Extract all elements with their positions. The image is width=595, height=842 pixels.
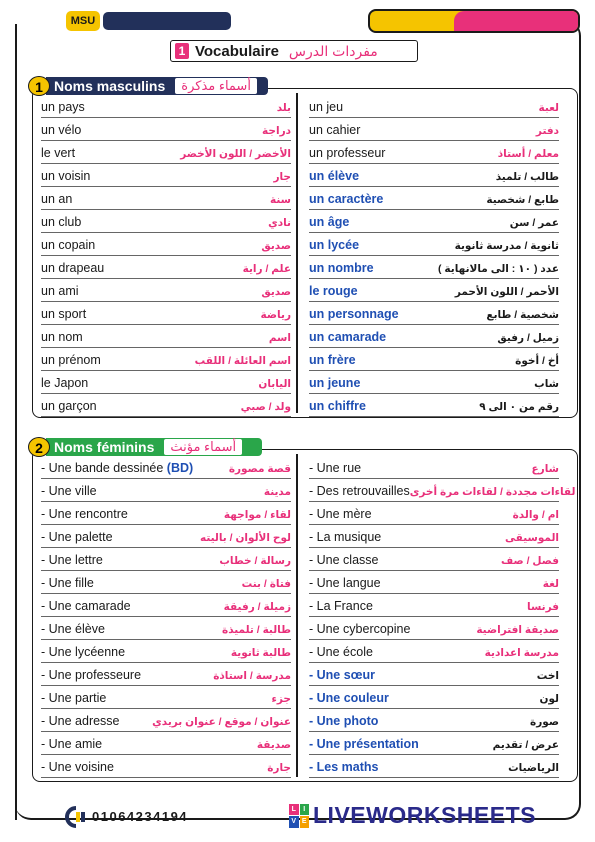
- vocab-french-text: - La musique: [309, 530, 382, 544]
- vocab-arabic: طابع / شخصية: [486, 194, 559, 206]
- vocab-arabic: لوح الألوان / باليته: [199, 532, 291, 544]
- vocab-french-text: - Une classe: [309, 553, 379, 567]
- vocab-row: [309, 164, 559, 187]
- vocab-row: [309, 732, 559, 755]
- vocab-french-text: un vélo: [41, 123, 82, 137]
- vocab-french: [41, 484, 97, 498]
- vocab-row: [41, 371, 291, 394]
- vocab-french-text: - Une voisine: [41, 760, 114, 774]
- vocab-french: [309, 353, 356, 367]
- vocab-arabic: معلم / أستاذ: [497, 148, 559, 160]
- vocab-arabic: جار: [273, 171, 291, 183]
- vocab-french-text: le vert: [41, 146, 76, 160]
- vocab-french: [309, 760, 378, 774]
- vocab-row: [309, 325, 559, 348]
- liveworksheets-wordmark: LIVEWORKSHEETS: [313, 802, 536, 828]
- vocab-french: [41, 146, 75, 160]
- vocab-arabic: الأخضر / اللون الأخضر: [180, 148, 291, 160]
- section-title-ar: أسماء مؤنث: [164, 439, 242, 455]
- section-header-masculine: [28, 76, 268, 96]
- vocab-french: [309, 307, 399, 321]
- vocab-row: [41, 709, 291, 732]
- vocab-french-text: - Une présentation: [309, 737, 419, 751]
- vocab-french-text: - Les maths: [309, 760, 379, 774]
- vocab-french: [309, 484, 410, 498]
- vocab-row: [41, 525, 291, 548]
- vocab-row: [41, 118, 291, 141]
- badge-letter: L: [289, 804, 299, 816]
- title-fr: Vocabulaire: [195, 42, 279, 60]
- vocab-arabic: صديقة افتراضية: [476, 624, 559, 636]
- vocab-french: [41, 284, 79, 298]
- vocab-french-text: un ami: [41, 284, 79, 298]
- vocab-row: [309, 348, 559, 371]
- vocab-row: [41, 686, 291, 709]
- vocab-arabic: جزء: [271, 693, 291, 705]
- vocab-row: [41, 640, 291, 663]
- vocab-french: [41, 461, 193, 475]
- vocab-row: [309, 686, 559, 709]
- vocab-french-text: - Une rue: [309, 461, 362, 475]
- vocab-french-text: un cahier: [309, 123, 361, 137]
- vocab-french: [41, 330, 83, 344]
- vocab-french-text: - Une amie: [41, 737, 103, 751]
- vocab-french: [41, 507, 128, 521]
- vocab-french: [309, 284, 358, 298]
- vocab-french-text: un chiffre: [309, 399, 366, 413]
- vocab-french: [309, 530, 381, 544]
- vocab-arabic: اخت: [536, 670, 559, 682]
- vocab-arabic: ام / والدة: [512, 509, 559, 521]
- vocab-french: [309, 461, 361, 475]
- vocab-row: [309, 456, 559, 479]
- vocab-french: [41, 691, 106, 705]
- vocab-french-text: - Une lettre: [41, 553, 103, 567]
- vocab-arabic: صديق: [261, 240, 291, 252]
- vocab-french-text: - Une lycéenne: [41, 645, 126, 659]
- vocab-arabic: لقاء / مواجهة: [223, 509, 291, 521]
- vocab-french: [41, 714, 120, 728]
- vocab-row: [41, 164, 291, 187]
- vocab-french: [309, 215, 349, 229]
- vocab-arabic: زميلة / رفيقة: [223, 601, 291, 613]
- vocab-french: [41, 399, 97, 413]
- vocab-arabic: لقاءات مجددة / لقاءات مرة أخرى: [409, 486, 576, 498]
- vocab-arabic: رسالة / خطاب: [219, 555, 291, 567]
- vocab-arabic: عدد ( ١٠ : الى مالانهاية ): [437, 263, 559, 275]
- vocab-french: [309, 599, 373, 613]
- vocab-arabic: رقم من ٠ الى ٩: [479, 401, 559, 413]
- vocab-french-text: un copain: [41, 238, 96, 252]
- vocab-french: [41, 261, 104, 275]
- vocab-arabic: رياضة: [260, 309, 291, 321]
- vocab-row: [41, 548, 291, 571]
- vocab-french: [41, 553, 103, 567]
- vocab-row: [309, 394, 559, 417]
- vocab-arabic: ولد / صبي: [240, 401, 291, 413]
- vocab-french-text: un prénom: [41, 353, 101, 367]
- vocab-french: [41, 737, 102, 751]
- vocab-french-text: un club: [41, 215, 82, 229]
- vocab-row: [41, 755, 291, 778]
- vocab-french-text: un professeur: [309, 146, 386, 160]
- vocab-arabic: اسم: [268, 332, 291, 344]
- vocab-french: [309, 100, 343, 114]
- section-title-fr: Noms masculins: [54, 78, 166, 94]
- vocab-row: [309, 256, 559, 279]
- vocab-french-text: - Une langue: [309, 576, 381, 590]
- vocab-row: [309, 279, 559, 302]
- vocab-french-text: - Une mère: [309, 507, 372, 521]
- vocab-french-text: un jeu: [309, 100, 344, 114]
- vocab-french-text: un pays: [41, 100, 85, 114]
- vocab-french-text: - Une adresse: [41, 714, 120, 728]
- vocab-french-text: - Une professeure: [41, 668, 142, 682]
- vocab-abbreviation: (BD): [166, 461, 194, 475]
- vocab-row: [309, 233, 559, 256]
- vocab-french-text: un sport: [41, 307, 87, 321]
- vocab-french: [309, 668, 375, 682]
- vocab-arabic: فرنسا: [527, 601, 559, 613]
- vocab-row: [309, 118, 559, 141]
- vocab-row: [309, 571, 559, 594]
- phone-number: 01064234194: [92, 809, 189, 824]
- vocab-french-text: un garçon: [41, 399, 97, 413]
- vocab-row: [309, 525, 559, 548]
- section-masculine: [32, 88, 578, 418]
- vocab-arabic: شارع: [531, 463, 559, 475]
- vocab-arabic: ثانوية / مدرسة ثانوية: [454, 240, 559, 252]
- vocab-row: [309, 709, 559, 732]
- vocab-french: [41, 622, 105, 636]
- vocab-french-text: un élève: [309, 169, 360, 183]
- vocab-row: [41, 233, 291, 256]
- vocab-arabic: قصة مصورة: [228, 463, 291, 475]
- vocab-arabic: عنوان / موقع / عنوان بريدي: [152, 716, 291, 728]
- vocab-arabic: طالبة ثانوية: [230, 647, 291, 659]
- vocab-row: [41, 256, 291, 279]
- vocab-french: [41, 192, 72, 206]
- msu-badge: MSU: [66, 11, 100, 31]
- vocab-french: [309, 123, 360, 137]
- vocab-french: [309, 261, 374, 275]
- vocab-french-text: un frère: [309, 353, 356, 367]
- vocab-arabic: زميل / رفيق: [497, 332, 559, 344]
- vocab-row: [309, 594, 559, 617]
- vocab-french-text: un camarade: [309, 330, 387, 344]
- vocab-arabic: دراجة: [262, 125, 291, 137]
- section-feminine: [32, 449, 578, 782]
- vocab-french-text: le rouge: [309, 284, 358, 298]
- vocab-french-text: - Une fille: [41, 576, 94, 590]
- vocab-french: [41, 376, 88, 390]
- vocab-arabic: فتاة / بنت: [241, 578, 291, 590]
- vocab-row: [41, 479, 291, 502]
- vocab-french: [41, 668, 141, 682]
- vocab-french: [309, 146, 385, 160]
- vocab-arabic: طالب / تلميذ: [495, 171, 559, 183]
- vocab-french: [41, 238, 95, 252]
- vocab-arabic: لعبة: [538, 102, 559, 114]
- vocab-french: [41, 530, 113, 544]
- vocab-french: [309, 691, 389, 705]
- vocab-french-text: un voisin: [41, 169, 91, 183]
- header-decoration: [368, 9, 580, 33]
- column-divider: [296, 93, 298, 413]
- vocab-french-text: - Une école: [309, 645, 373, 659]
- vocab-french: [41, 576, 94, 590]
- vocab-arabic: اليابان: [258, 378, 291, 390]
- vocab-row: [41, 210, 291, 233]
- vocab-french-text: - Une rencontre: [41, 507, 128, 521]
- vocab-arabic: دفتر: [535, 125, 559, 137]
- badge-letter: V: [289, 816, 299, 828]
- vocab-french: [41, 169, 90, 183]
- vocab-french-text: - Une ville: [41, 484, 97, 498]
- vocab-arabic: الموسيقى: [505, 532, 559, 544]
- vocab-row: [309, 640, 559, 663]
- vocab-arabic: مدرسة / استاذة: [213, 670, 291, 682]
- vocab-french: [309, 330, 386, 344]
- vocab-row: [309, 95, 559, 118]
- vocab-french-text: un caractère: [309, 192, 384, 206]
- vocab-row: [309, 187, 559, 210]
- vocab-french-text: - La France: [309, 599, 373, 613]
- vocab-row: [41, 279, 291, 302]
- vocab-row: [309, 755, 559, 778]
- vocab-arabic: بلد: [276, 102, 291, 114]
- vocab-french-text: - Une élève: [41, 622, 105, 636]
- vocab-french-text: un lycée: [309, 238, 360, 252]
- vocab-row: [41, 95, 291, 118]
- vocab-row: [309, 210, 559, 233]
- vocab-french: [309, 399, 366, 413]
- vocab-arabic: صديقة: [256, 739, 291, 751]
- vocab-french: [309, 553, 378, 567]
- vocab-row: [41, 394, 291, 417]
- title-number: 1: [175, 43, 189, 59]
- vocab-french: [309, 507, 372, 521]
- vocab-arabic: عرض / تقديم: [492, 739, 559, 751]
- vocab-arabic: الرياضيات: [508, 762, 559, 774]
- vocab-french: [309, 645, 373, 659]
- vocab-arabic: سنة: [270, 194, 291, 206]
- vocab-french: [41, 599, 131, 613]
- vocab-row: [309, 617, 559, 640]
- vocab-french: [41, 353, 101, 367]
- vocab-french: [41, 123, 81, 137]
- vocab-arabic: صديق: [261, 286, 291, 298]
- vocab-french: [41, 645, 125, 659]
- vocab-french-text: un jeune: [309, 376, 361, 390]
- vocab-french-text: - Des retrouvailles: [309, 484, 410, 498]
- badge-letter: E: [300, 816, 310, 828]
- vocab-french: [41, 307, 86, 321]
- page-title: [170, 40, 418, 62]
- vocab-arabic: الأحمر / اللون الأحمر: [454, 286, 559, 298]
- vocab-row: [309, 371, 559, 394]
- vocab-row: [41, 141, 291, 164]
- vocab-row: [41, 325, 291, 348]
- vocab-arabic: اسم العائلة / اللقب: [194, 355, 291, 367]
- vocab-row: [41, 594, 291, 617]
- publisher-logo-icon: [62, 806, 88, 828]
- section-number: 1: [28, 76, 50, 96]
- vocab-row: [41, 502, 291, 525]
- vocab-row: [41, 732, 291, 755]
- vocab-french: [41, 215, 81, 229]
- vocab-arabic: شخصية / طابع: [486, 309, 559, 321]
- vocab-french-text: - Une photo: [309, 714, 379, 728]
- vocab-arabic: صورة: [530, 716, 559, 728]
- vocab-arabic: لون: [539, 693, 559, 705]
- vocab-arabic: أخ / أخوة: [515, 355, 559, 367]
- vocab-row: [309, 479, 576, 502]
- vocab-row: [41, 187, 291, 210]
- vocab-arabic: لغة: [542, 578, 559, 590]
- vocab-row: [309, 502, 559, 525]
- vocab-french-text: - Une cybercopine: [309, 622, 411, 636]
- badge-letter: I: [300, 804, 310, 816]
- vocab-arabic: مدينة: [263, 486, 291, 498]
- title-ar: مفردات الدرس: [288, 42, 378, 59]
- vocab-row: [41, 456, 291, 479]
- vocab-row: [309, 141, 559, 164]
- vocab-french-text: un an: [41, 192, 73, 206]
- vocab-french-text: un personnage: [309, 307, 399, 321]
- vocab-french-text: - Une sœur: [309, 668, 375, 682]
- section-title-ar: أسماء مذكرة: [175, 78, 257, 94]
- vocab-french: [309, 238, 359, 252]
- vocab-french-text: un drapeau: [41, 261, 105, 275]
- vocab-row: [41, 302, 291, 325]
- section-number: 2: [28, 437, 50, 457]
- vocab-row: [309, 663, 559, 686]
- vocab-french-text: un nombre: [309, 261, 374, 275]
- vocab-french-text: - Une bande dessinée: [41, 461, 164, 475]
- section-header-feminine: [28, 437, 262, 457]
- vocab-row: [41, 571, 291, 594]
- vocab-french: [309, 622, 410, 636]
- vocab-french-text: - Une partie: [41, 691, 107, 705]
- vocab-arabic: فصل / صف: [501, 555, 559, 567]
- column-divider: [296, 454, 298, 777]
- vocab-arabic: مدرسة اعدادية: [484, 647, 559, 659]
- vocab-french-text: - Une couleur: [309, 691, 389, 705]
- vocab-arabic: شاب: [534, 378, 559, 390]
- vocab-arabic: جارة: [267, 762, 291, 774]
- vocab-french-text: - Une palette: [41, 530, 113, 544]
- vocab-french: [41, 100, 85, 114]
- header-bar: [103, 12, 231, 30]
- vocab-french-text: le Japon: [41, 376, 89, 390]
- vocab-row: [41, 348, 291, 371]
- section-title-fr: Noms féminins: [54, 439, 155, 455]
- vocab-arabic: عمر / سن: [509, 217, 559, 229]
- vocab-french-text: un nom: [41, 330, 83, 344]
- vocab-french: [309, 576, 381, 590]
- vocab-row: [309, 302, 559, 325]
- vocab-french: [309, 737, 419, 751]
- vocab-french: [309, 192, 383, 206]
- liveworksheets-logo[interactable]: [289, 802, 536, 829]
- vocab-arabic: طالبة / تلميذة: [222, 624, 291, 636]
- liveworksheets-badge-icon: [289, 804, 309, 828]
- vocab-arabic: علم / راية: [242, 263, 291, 275]
- vocab-french: [309, 169, 359, 183]
- vocab-row: [41, 663, 291, 686]
- vocab-arabic: نادي: [268, 217, 291, 229]
- vocab-french: [41, 760, 114, 774]
- vocab-french: [309, 714, 378, 728]
- vocab-french: [309, 376, 360, 390]
- vocab-row: [41, 617, 291, 640]
- vocab-french-text: - Une camarade: [41, 599, 131, 613]
- vocab-french-text: un âge: [309, 215, 350, 229]
- vocab-row: [309, 548, 559, 571]
